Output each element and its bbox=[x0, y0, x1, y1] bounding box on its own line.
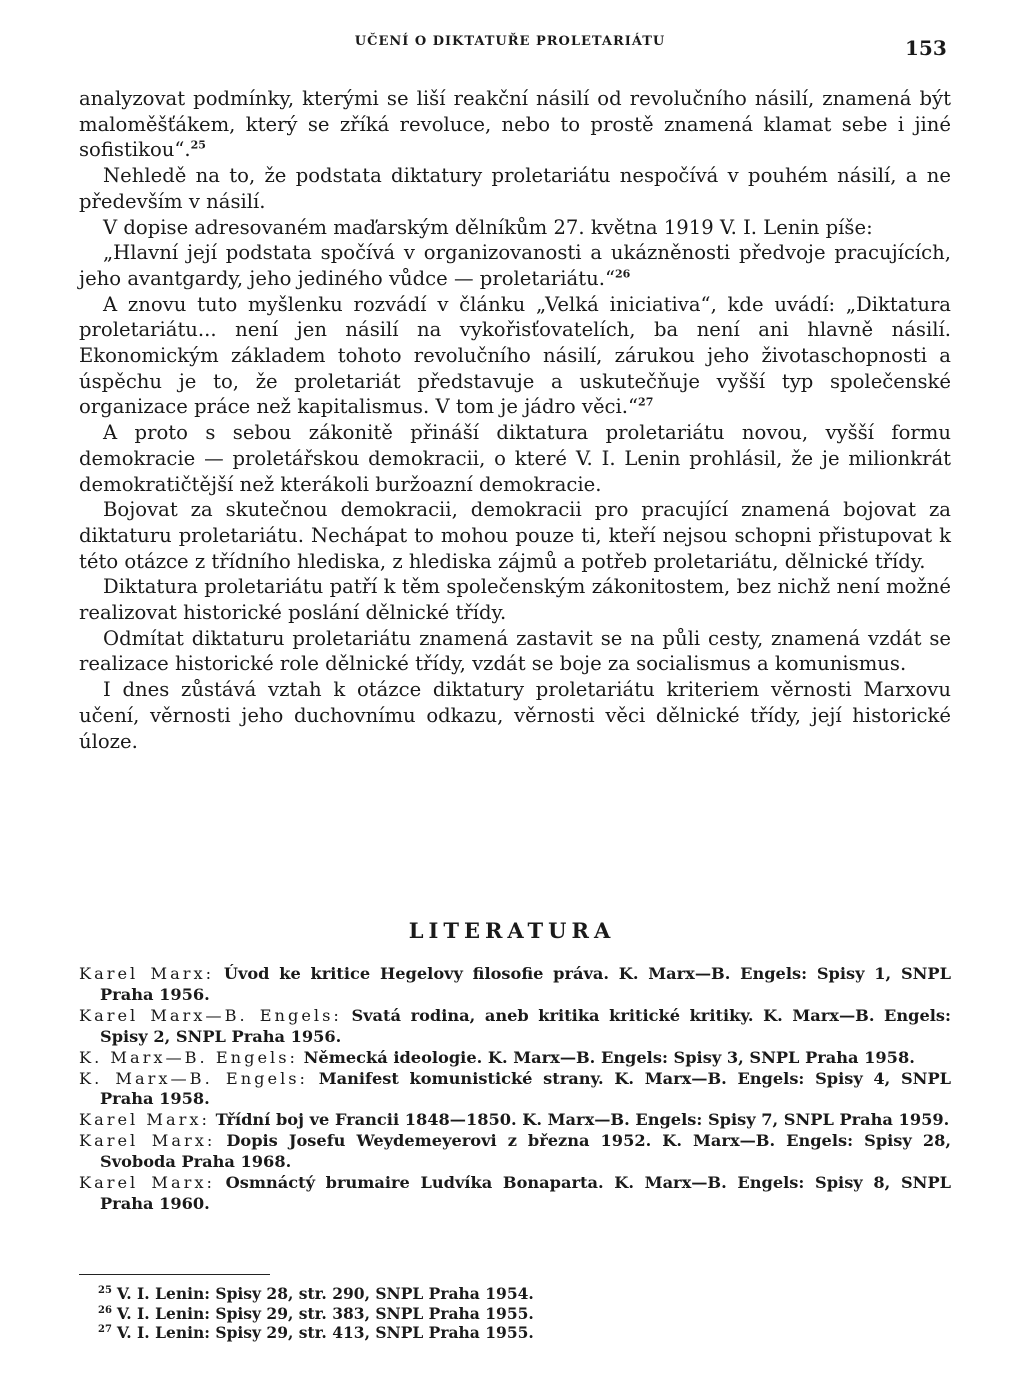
footnote-mark: 25 bbox=[98, 1284, 112, 1296]
bibliography-entry bbox=[79, 1048, 951, 1069]
footnote bbox=[98, 1323, 698, 1343]
bibliography-entry bbox=[79, 1173, 951, 1215]
bib-text: Dopis Josefu Weydemeyerovi z března 1952. K. Marx—B. Engels: Spisy 28, Svoboda Praha 1968. bbox=[100, 1131, 952, 1172]
footnote-divider bbox=[79, 1274, 270, 1275]
paragraph: Odmítat diktaturu proletariátu znamená zastavit se na půli cesty, znamená vzdát se realizace historické role dělnické třídy, vzdát se boje za socialismus a komunismus. bbox=[79, 626, 951, 676]
bib-author: Karel Marx—B. Engels: bbox=[79, 1005, 342, 1025]
paragraph bbox=[79, 86, 951, 163]
bibliography-entry bbox=[79, 1110, 951, 1131]
footnote-text: V. I. Lenin: Spisy 28, str. 290, SNPL Praha 1954. bbox=[116, 1284, 534, 1303]
footnotes bbox=[98, 1284, 698, 1343]
bib-author: Karel Marx: bbox=[79, 1173, 215, 1193]
footnote bbox=[98, 1284, 698, 1304]
paragraph: I dnes zůstává vztah k otázce diktatury proletariátu kriteriem věrnosti Marxovu učení, věrnosti jeho duchovnímu odkazu, věrnosti věci dělnické třídy, její historické úloze. bbox=[79, 678, 951, 753]
footnote-ref[interactable]: 27 bbox=[638, 395, 654, 409]
bib-author: Karel Marx: bbox=[79, 1131, 216, 1151]
bib-text: Osmnáctý brumaire Ludvíka Bonaparta. K. Marx—B. Engels: Spisy 8, SNPL Praha 1960. bbox=[100, 1173, 951, 1213]
paragraph: A proto s sebou zákonitě přináší diktatura proletariátu novou, vyšší formu demokracie — proletářskou demokracii, o které V. I. Lenin prohlásil, že je milionkrát demokratičtější než kterákoli buržoazní demokracie. bbox=[79, 421, 951, 496]
bibliography-entry bbox=[79, 1006, 951, 1048]
bib-author: Karel Marx: bbox=[79, 1110, 210, 1130]
paragraph-text: A znovu tuto myšlenku rozvádí v článku „Velká iniciativa“, kde uvádí: „Diktatura proletariátu... není jen násilí na vykořisťovatelích, ba není ani hlavně násilí. Ekonomickým základem tohoto revolučního násilí, zárukou jeho životaschopnosti a úspěchu je to, že proletariát představuje a uskutečňuje vyšší typ společenské organizace práce než kapitalismus. V tom je jádro věci.“ bbox=[79, 292, 951, 419]
footnote-mark: 26 bbox=[98, 1304, 112, 1316]
paragraph: Nehledě na to, že podstata diktatury proletariátu nespočívá v pouhém násilí, a ne především v násilí. bbox=[79, 164, 951, 213]
bib-author: Karel Marx: bbox=[79, 964, 215, 983]
paragraph bbox=[79, 240, 951, 291]
paragraph bbox=[79, 292, 951, 421]
paragraph-text: analyzovat podmínky, kterými se liší reakční násilí od revolučního násilí, znamená být maloměšťákem, který se zříká revoluce, nebo to prostě znamená klamat sebe i jiné sofistikou“. bbox=[79, 87, 951, 162]
bibliography-entry bbox=[79, 1131, 951, 1173]
footnote-ref[interactable]: 25 bbox=[190, 138, 206, 152]
bibliography-entry bbox=[79, 964, 951, 1006]
bib-text: Svatá rodina, aneb kritika kritické kritiky. K. Marx—B. Engels: Spisy 2, SNPL Praha 1956. bbox=[100, 1005, 951, 1046]
bib-text: Německá ideologie. K. Marx—B. Engels: Spisy 3, SNPL Praha 1958. bbox=[297, 1047, 915, 1067]
bibliography-list bbox=[79, 964, 951, 1215]
literature-heading: LITERATURA bbox=[408, 918, 616, 943]
footnote-text: V. I. Lenin: Spisy 29, str. 383, SNPL Praha 1955. bbox=[116, 1303, 534, 1323]
paragraph: Bojovat za skutečnou demokracii, demokracii pro pracující znamená bojovat za diktaturu proletariátu. Nechápat to mohou pouze ti, kteří nejsou schopni přistupovat k této otázce z třídního hlediska, z hlediska zájmů a potřeb proletariátu, dělnické třídy. bbox=[79, 498, 951, 573]
footnote-mark: 27 bbox=[98, 1324, 112, 1336]
bib-author: K. Marx—B. Engels: bbox=[79, 1047, 298, 1067]
bib-text: Třídní boj ve Francii 1848—1850. K. Marx—B. Engels: Spisy 7, SNPL Praha 1959. bbox=[209, 1110, 950, 1130]
footnote bbox=[98, 1304, 698, 1324]
paragraph: Diktatura proletariátu patří k těm společenským zákonitostem, bez nichž není možné realizovat historické poslání dělnické třídy. bbox=[79, 575, 951, 625]
bibliography-entry bbox=[79, 1069, 951, 1111]
paragraph: V dopise adresovaném maďarským dělníkům 27. května 1919 V. I. Lenin píše: bbox=[103, 215, 873, 239]
page-number: 153 bbox=[905, 36, 947, 60]
bib-text: Manifest komunistické strany. K. Marx—B. Engels: Spisy 4, SNPL Praha 1958. bbox=[100, 1068, 951, 1109]
bib-text: Úvod ke kritice Hegelovy filosofie práva. K. Marx—B. Engels: Spisy 1, SNPL Praha 1956. bbox=[100, 964, 951, 1004]
footnote-text: V. I. Lenin: Spisy 29, str. 413, SNPL Praha 1955. bbox=[116, 1323, 534, 1343]
paragraph-text: „Hlavní její podstata spočívá v organizovanosti a ukázněnosti předvoje pracujících, jeho avantgardy, jeho jediného vůdce — proletariátu.“ bbox=[79, 241, 951, 290]
bib-author: K. Marx—B. Engels: bbox=[79, 1068, 309, 1088]
footnote-ref[interactable]: 26 bbox=[614, 267, 631, 281]
running-title: UČENÍ O DIKTATUŘE PROLETARIÁTU bbox=[354, 34, 666, 49]
main-text bbox=[79, 86, 951, 754]
